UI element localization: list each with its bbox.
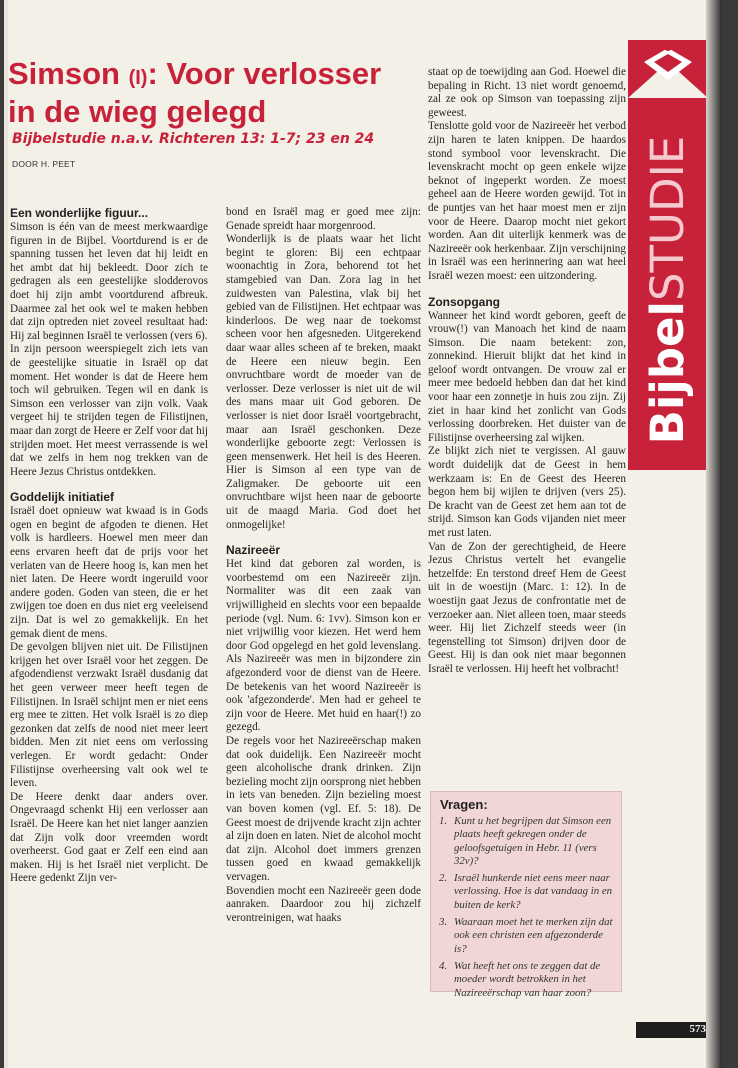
section-label: BijbelSTUDIE: [641, 135, 694, 445]
page-binding-shadow: [706, 0, 722, 1068]
section-sidebar: [628, 40, 708, 470]
paragraph: Israël doet opnieuw wat kwaad is in Gods ogen en begint de afgoden te dienen. Het volk is hardleers. Hoewel men meer dan eens ervaren heeft dat de prijs voor het verlaten van de Heere hoog is, kan men het niet laten. De Heere wordt ingeruild voor andere goden. Goden van steen, die er het zwijgen toe doen en dus niet erg veeleisend zijn. Dat is wel zo gemakkelijk. En het gemak dient de mens.: [10, 505, 208, 640]
paragraph: Wanneer het kind wordt geboren, geeft de vrouw(!) van Manoach het kind de naam Simson. Die naam betekent: zon, zonnekind. Hieruit blijkt dat het kind in geloof wordt ontvangen. De vrouw zal er meer mee bedoeld hebben dan dat het kind voor haar een zonnetje in huis zou zijn. Zij ziet in haar kind het zonlicht van Gods verlossing doorbreken. Het duister van de Filistijnse overheersing zal wijken.: [428, 309, 626, 444]
article-subtitle: Bijbelstudie n.a.v. Richteren 13: 1-7; 23 en 24: [12, 131, 375, 147]
question-item: 4. Wat heeft het ons te zeggen dat de moeder wordt betrokken in het Nazireeërschap van haar zoon?: [439, 959, 601, 999]
magazine-page: [4, 0, 722, 1068]
text-column-3: [428, 66, 626, 677]
question-item: 1. Kunt u het begrijpen dat Simson een plaats heeft gekregen onder de geloofsgetuigen in Hebr. 11 (vers 32v)?: [439, 815, 612, 867]
paragraph: De Heere denkt daar anders over. Ongevraagd schenkt Hij een verlosser aan Israël. De Heere kan het niet langer aanzien dat Zijn volk door vreemden wordt overheerst. God gaat er Zelf een eind aan maken. Hij is het Israël niet verplicht. De Heere gedenkt Zijn ver-: [10, 790, 208, 885]
question-item: 3. Waaraan moet het te merken zijn dat ook een christen een afgezonderde is?: [439, 916, 613, 955]
questions-heading: Vragen:: [440, 797, 488, 812]
paragraph: In zijn persoon weerspiegelt zich iets van de geestelijke situatie in Israël op dat moment. Het wonder is dat de Heere hem toch wil gebruiken. Tegen wil en dank is Simson een verlosser van zijn volk. Vaak vergeet hij te strijden tegen de Filistijnen, maar dan zorgt de Heere er Zelf voor dat hij strijden moet. Het meest verrassende is wel dat we zelfs in hem nog trekken van de Heere Jezus Christus ontdekken.: [10, 343, 208, 478]
question-item: 2. Israël hunkerde niet eens meer naar verlossing. Hoe is dat vandaag in en buiten de kerk?: [439, 872, 613, 911]
paragraph: Bovendien mocht een Nazireeër geen dode aanraken. Daardoor zou hij zichzelf verontreinigen, wat haaks: [226, 884, 421, 924]
text-column-1: [10, 206, 208, 886]
text-column-2: [226, 206, 421, 925]
section-heading: Een wonderlijke figuur...: [10, 206, 149, 220]
section-heading: Nazireeër: [226, 543, 281, 558]
paragraph: Het kind dat geboren zal worden, is voorbestemd om een Nazireeër zijn. Normaliter was dit een zaak van vrijwilligheid en slechts voor een bepaalde periode (vgl. Num. 6: 1vv). Simson kon er niet vrijwillig voor kiezen. Het werd hem door God opgelegd en het gold levenslang. Als Nazireeër was men in bijzondere zin afgezonderd voor de dienst van de Heere. De betekenis van het woord Nazireeër is ook 'afgezonderde'. Men had er geheel te zijn voor de Heere. Met huid en haar(!) zo gezegd.: [226, 558, 421, 734]
questions-list: [431, 815, 621, 1004]
paragraph: Wonderlijk is de plaats waar het licht begint te gloren: Bij een echtpaar woonachtig in Zora, behorend tot het stamgebied van Dan. Zora lag in het zuidwesten van Palestina, vlak bij het gebied van de Filistijnen. Het echtpaar was kinderloos. De weg naar de toekomst scheen voor hen afgesneden. Uitgerekend daar waar alles scheen af te breken, maakt de Heere een nieuw begin. Een onvruchtbare wordt de moeder van de verlosser. Deze verlosser is niet uit de wil des mans maar uit God geboren. De verlosser is niet door Israël voortgebracht, maar aan Israël geschonken. Deze wonderlijke geboorte zegt: Verlossen is geen mensenwerk. Het heil is des Heeren. Hier is Simson al een type van de Zaligmaker. De geboorte uit een onvruchtbare wijst heen naar de geboorte uit de maagd Maria. God doet het onmogelijke!: [226, 233, 421, 531]
section-heading: Zonsopgang: [428, 294, 500, 309]
paragraph: De gevolgen blijven niet uit. De Filistijnen krijgen het over Israël voor het zeggen. De afgodendienst verzwakt Israël dusdanig dat het geen verweer meer heeft tegen de Filistijnen. In Israël schijnt men er niet eens erg mee te zitten. Het volk Israël is zo diep gezonken dat zelfs de nood niet meer leert bidden. Men zit niet eens om verlossing verlegen. Er wordt gedacht: Onder Filistijnse overheersing valt ook wel te leven.: [10, 641, 208, 790]
section-heading: Goddelijk initiatief: [10, 490, 115, 505]
paragraph: Ze blijkt zich niet te vergissen. Al gauw wordt duidelijk dat de Geest in hem werkzaam is: En de Geest des Heeren begon hem bij wijlen te drijven (vers 25). De kracht van de Geest zet hem aan tot de strijd. Simson kan Gods vijanden niet meer met rust laten.: [428, 445, 626, 539]
paragraph: staat op de toewijding aan God. Hoewel die bepaling in Richt. 13 niet wordt genoemd, zal ze ook op Simson van toepassing zijn geweest.: [428, 66, 626, 119]
paragraph: bond en Israël mag er goed mee zijn: Genade spreidt haar morgenrood.: [226, 206, 421, 232]
article-title: Simson (I): Voor verlosser in de wieg gelegd: [8, 56, 382, 129]
byline: DOOR H. PEET: [12, 159, 76, 169]
page-number-bar: [636, 1022, 712, 1038]
paragraph: De regels voor het Nazireeërschap maken dat ook duidelijk. Een Nazireeër mocht geen alcoholische drank drinken. Zijn bezieling mocht zijn oorsprong niet hebben in iets van beneden. Zijn bezieling moest van boven komen (vgl. Ef. 5: 18). De Geest moest de drijvende kracht zijn achter al zijn doen en laten. Niet de alcohol mocht dat zijn. Alcohol doet immers grenzen tussen goed en kwaad gemakkelijk vervagen.: [226, 734, 421, 883]
paragraph: Simson is één van de meest merkwaardige figuren in de Bijbel. Voortdurend is er de spanning tussen het leven dat hij leidt en het ambt dat hij bekleedt. Door zich te gedragen als een geestelijke slodderovos doet hij zijn ambt voortdurend afbreuk. Daarmee zal het ook wel te maken hebben dat zijn optreden niet zoveel resultaat had: Hij zal beginnen Israël te verlossen (vers 6).: [10, 221, 208, 342]
page-edge: [4, 0, 8, 1068]
bookmark-icon: [628, 40, 708, 98]
page-number: 573: [689, 1023, 706, 1035]
questions-box: [430, 791, 622, 999]
paragraph: Tenslotte gold voor de Nazireeër het verbod zijn haren te laten knippen. De haardos stond symbool voor levenskracht. Die levenskracht mocht op geen enkele wijze beknot of ingeperkt worden. Ze moest geheel aan de Heere worden gewijd. Tot in de puntjes van het haar moest men er zijn voor de Heere. Daarop mocht niet gekort worden. Aan dit uiterlijk kenmerk was de Nazireeër ook herkenbaar. Zijn verschijning in Israël was een herinnering aan wat heel Israël wezen moest: een uitzondering.: [428, 120, 626, 282]
paragraph: Van de Zon der gerechtigheid, de Heere Jezus Christus vertelt het evangelie hetzelfde: En terstond dreef Hem de Geest uit in de woestijn (Marc. 1: 12). In de woestijn gaat Jezus de confrontatie met de verzoeker aan. Niet alleen toen, maar steeds weer. Hij liet Zichzelf steeds weer (in tegenstelling tot Simson) drijven door de Geest. Hij is dan ook niet maar begonnen Israël te verlossen. Hij heeft het volbracht!: [428, 540, 626, 675]
